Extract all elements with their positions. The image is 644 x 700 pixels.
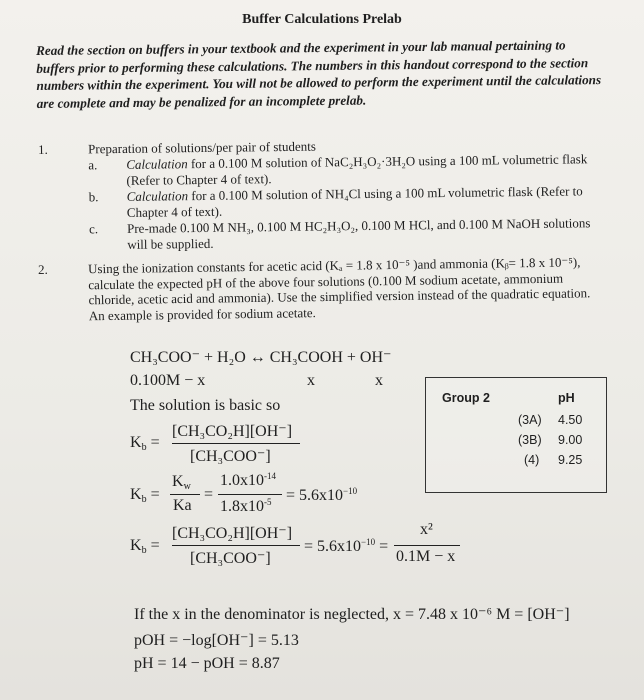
kb-denominator-2: [CH₃COO⁻] bbox=[190, 550, 271, 567]
neglect-statement: If the x in the denominator is neglected, x = 7.48 x 10⁻⁶ M = [OH⁻] bbox=[134, 606, 570, 623]
equals-sign: = bbox=[204, 486, 214, 503]
reaction-equation: CH₃COO⁻ + H₂O ↔ CH₃COOH + OH⁻ bbox=[130, 349, 392, 366]
fraction-bar bbox=[170, 494, 200, 495]
item-lead: Calculation bbox=[126, 188, 189, 204]
kb-numerator: [CH₃CO₂H][OH⁻] bbox=[172, 423, 293, 440]
section-1 bbox=[38, 135, 598, 252]
change-x-1: x bbox=[307, 372, 315, 389]
section-2-text: Using the ionization constants for acetic acid (Kₐ = 1.8 x 10⁻⁵ )and ammonia (Kᵦ= 1.8 x 10⁻⁵), calculate the expected pH of the above four solutions (0.100 M sodium acetate, ammonium chloride, acetic acid and ammonia). Use the simplified version instead of the quadratic equation. An example is provided for sodium acetate. bbox=[87, 254, 591, 323]
row-label: (3A) bbox=[518, 413, 542, 427]
fraction-bar bbox=[172, 443, 300, 444]
kb-denominator: [CH₃COO⁻] bbox=[190, 448, 271, 465]
row-label: (4) bbox=[524, 453, 540, 467]
intro-paragraph: Read the section on buffers in your textbook and the experiment in your lab manual pertaining to buffers prior to performing these calculations. The numbers in this handout correspond to the section numbers within the experiment. You will not be allowed to perform the experiment until the calculations are complete and may be penalized for an incomplete prelab. bbox=[36, 37, 602, 111]
section-1-number: 1. bbox=[38, 141, 48, 157]
item-text: Pre-made 0.100 M NH₃, 0.100 M HC₂H₃O₂, 0.100 M HCl, and 0.100 M NaOH solutions will be supplied. bbox=[126, 215, 591, 252]
x-squared: x² bbox=[420, 521, 433, 538]
denominator-0.1m-x: 0.1M − x bbox=[396, 548, 456, 565]
row-value: 4.50 bbox=[558, 413, 583, 427]
basic-statement: The solution is basic so bbox=[130, 397, 281, 414]
ph-results-box bbox=[425, 377, 607, 493]
item-lead: Calculation bbox=[126, 156, 188, 172]
item-label: c. bbox=[88, 221, 99, 237]
item-label: b. bbox=[88, 189, 99, 205]
kb-label: $K_b$ = bbox=[130, 434, 160, 453]
initial-concentration: 0.100M − x bbox=[130, 372, 206, 389]
ph-line: pH = 14 − pOH = 8.87 bbox=[134, 655, 280, 672]
fraction-bar bbox=[172, 545, 300, 546]
section-1-heading: Preparation of solutions/per pair of students bbox=[87, 138, 316, 157]
row-value: 9.00 bbox=[558, 433, 583, 447]
kb-label-2: $K_b$ = bbox=[130, 486, 160, 505]
item-text: for a 0.100 M solution of NaC₂H₃O₂·3H₂O using a 100 mL volumetric flask (Refer to Chapter 4 of text). bbox=[126, 151, 588, 188]
kb-label-3: $K_b$ = bbox=[130, 537, 160, 556]
row-label: (3B) bbox=[518, 433, 542, 447]
section-2 bbox=[38, 254, 608, 323]
ph-header: pH bbox=[558, 391, 575, 405]
row-value: 9.25 bbox=[558, 453, 583, 467]
group-label: Group 2 bbox=[442, 391, 490, 405]
kb-numerator-2: [CH₃CO₂H][OH⁻] bbox=[172, 525, 293, 542]
fraction-bar bbox=[218, 494, 282, 495]
poh-line: pOH = −log[OH⁻] = 5.13 bbox=[134, 632, 299, 649]
section-2-number: 2. bbox=[38, 261, 48, 277]
item-text: for a 0.100 M solution of NH₄Cl using a 100 mL volumetric flask (Refer to Chapter 4 of text). bbox=[126, 183, 583, 220]
change-x-2: x bbox=[375, 372, 383, 389]
fraction-bar bbox=[394, 545, 460, 546]
ka-denominator: Ka bbox=[173, 497, 192, 514]
kb-value-mid: = $5.6x10^{-10}$ = bbox=[304, 537, 389, 555]
kb-result: = $5.6x10^{-10}$ bbox=[286, 486, 358, 504]
item-label: a. bbox=[88, 157, 98, 173]
kw-value: $1.0x10^{-14}$ bbox=[220, 471, 276, 489]
page-title: Buffer Calculations Prelab bbox=[242, 12, 402, 27]
ka-value: $1.8x10^{-5}$ bbox=[220, 497, 272, 515]
kw-numerator: $K_w$ bbox=[172, 473, 191, 492]
